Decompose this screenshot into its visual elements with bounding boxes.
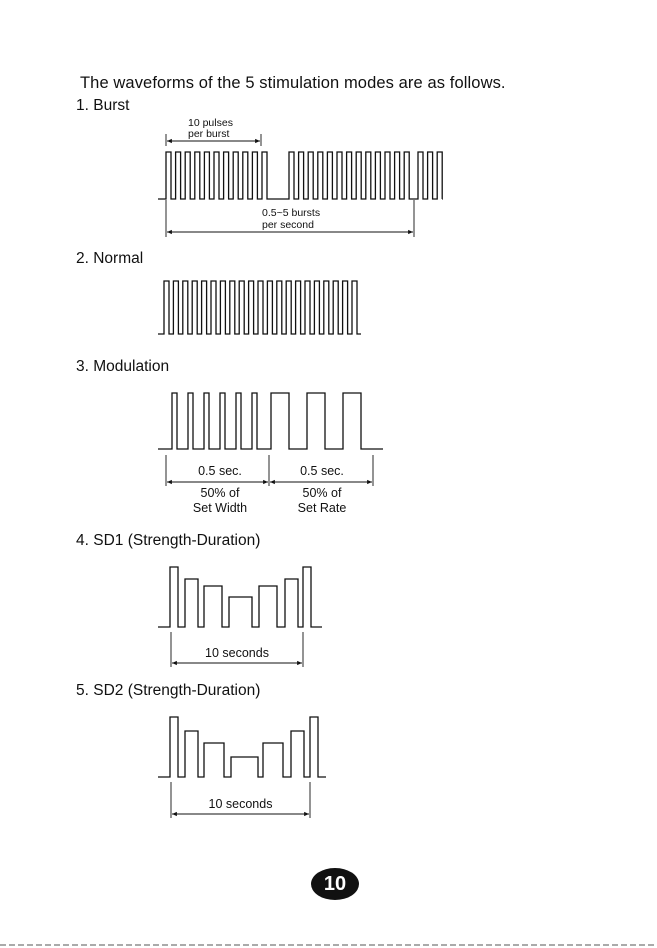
burst-rate-label-2: per second [262, 219, 314, 231]
modulation-left-desc-1: 50% of [200, 486, 240, 500]
heading-modulation: 3. Modulation [76, 358, 170, 375]
sd1-duration-label: 10 seconds [205, 646, 269, 660]
sd2-duration-label: 10 seconds [208, 797, 273, 811]
burst-pulses-label-2: per burst [188, 128, 230, 140]
burst-rate-label-1: 0.5~5 bursts [262, 207, 321, 219]
intro-text: The waveforms of the 5 stimulation modes are as follows. [80, 74, 506, 92]
burst-pulses-label-1: 10 pulses [188, 117, 233, 129]
sd1-waveform [158, 567, 322, 627]
modulation-left-time: 0.5 sec. [198, 464, 242, 478]
sd2-waveform [158, 717, 326, 777]
heading-normal: 2. Normal [76, 250, 144, 267]
heading-sd1: 4. SD1 (Strength-Duration) [76, 532, 261, 549]
modulation-waveform [158, 393, 383, 449]
modulation-left-desc-2: Set Width [192, 501, 248, 515]
normal-waveform [158, 281, 361, 334]
page-number-badge: 10 [311, 868, 359, 900]
heading-sd2: 5. SD2 (Strength-Duration) [76, 682, 261, 699]
modulation-right-desc-2: Set Rate [297, 501, 347, 515]
burst-waveform [158, 152, 442, 199]
modulation-right-desc-1: 50% of [302, 486, 342, 500]
modulation-right-time: 0.5 sec. [300, 464, 344, 478]
heading-burst: 1. Burst [76, 97, 130, 114]
